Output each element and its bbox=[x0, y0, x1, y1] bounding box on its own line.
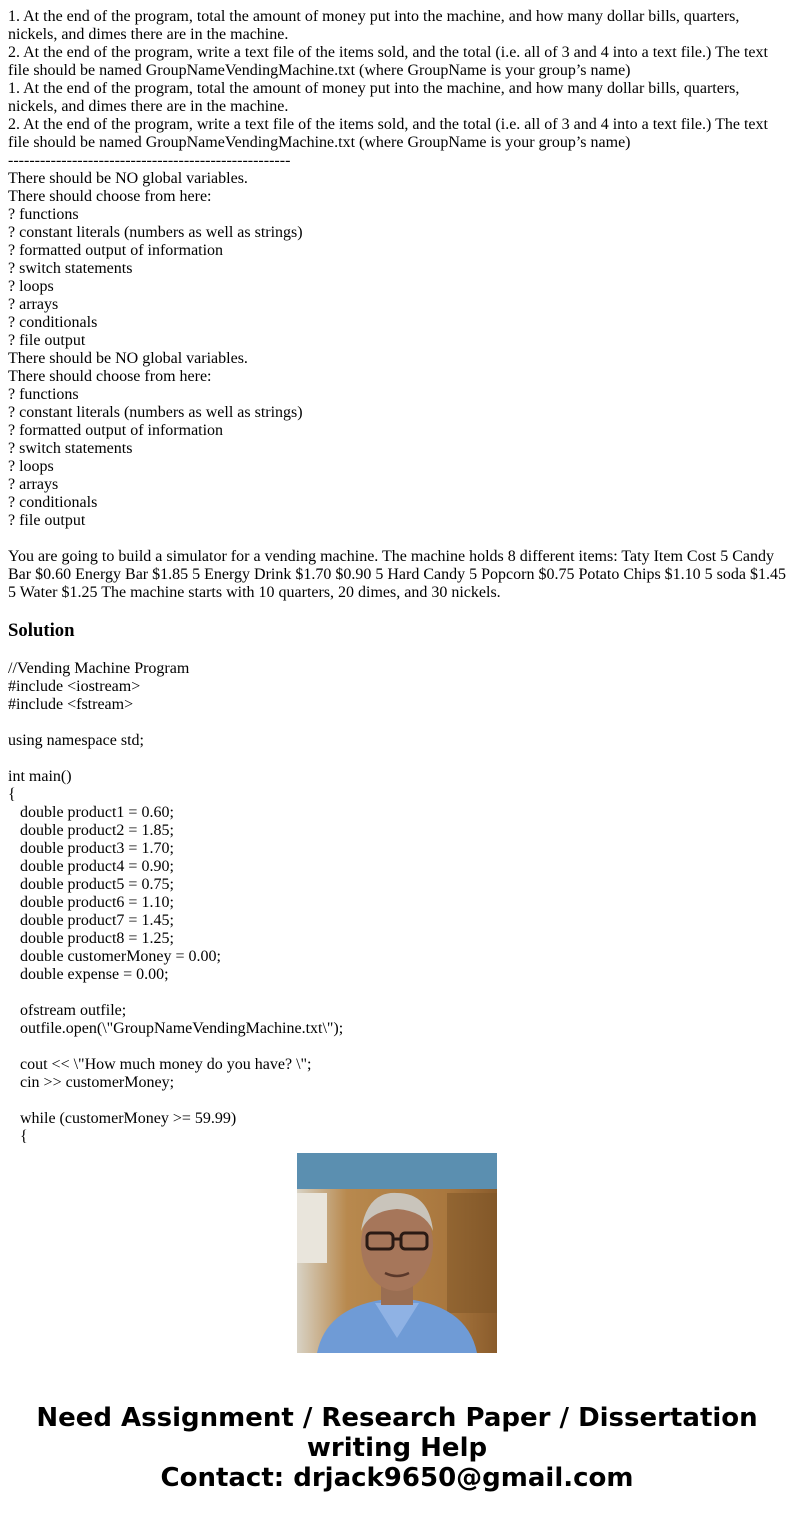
checklist-item: ? file output bbox=[8, 332, 86, 349]
code-line bbox=[8, 1038, 788, 1056]
checklist-item: ? conditionals bbox=[8, 494, 98, 511]
problem-statement: You are going to build a simulator for a vending machine. The machine holds 8 different items: Taty Item Cost 5 Candy Bar $0.60 Energy Bar $1.85 5 Energy Drink $1.70 $0.90 5 Hard Candy 5 Popcorn $0.75 Potato Chips $1.10 5 soda $1.45 5 Water $1.25 The machine starts with 10 quarters, 20 dimes, and 30 nickels. bbox=[8, 548, 787, 601]
checklist-item: ? switch statements bbox=[8, 260, 133, 277]
cta-line-3: Contact: drjack9650@gmail.com bbox=[160, 1463, 634, 1493]
code-line: while (customerMoney >= 59.99) bbox=[8, 1110, 237, 1127]
code-line bbox=[8, 750, 788, 768]
requirement-line: 1. At the end of the program, total the amount of money put into the machine, and how many dollar bills, quarters, nickels, and dimes there are in the machine. bbox=[8, 80, 744, 115]
author-photo bbox=[297, 1153, 497, 1353]
code-line: int main() bbox=[8, 768, 72, 785]
requirement-line: 2. At the end of the program, write a text file of the items sold, and the total (i.e. all of 3 and 4 into a text file.) The text file should be named GroupNameVendingMachine.txt (where GroupName is your group’s name) bbox=[8, 116, 772, 151]
solution-code bbox=[8, 660, 788, 1145]
code-line: cout << \"How much money do you have? \"; bbox=[8, 1056, 312, 1073]
code-line: outfile.open(\"GroupNameVendingMachine.txt\"); bbox=[8, 1020, 344, 1037]
code-line: double product5 = 0.75; bbox=[8, 876, 174, 893]
checklist-item: ? arrays bbox=[8, 476, 59, 493]
checklist-item: There should choose from here: bbox=[8, 368, 212, 385]
checklist-item: ? constant literals (numbers as well as strings) bbox=[8, 224, 303, 241]
checklist-item: ? arrays bbox=[8, 296, 59, 313]
contact-banner bbox=[0, 1403, 794, 1493]
document-body bbox=[8, 8, 788, 1145]
cta-line-2: writing Help bbox=[306, 1433, 488, 1463]
code-line: //Vending Machine Program bbox=[8, 660, 190, 677]
checklist-item: ? functions bbox=[8, 206, 79, 223]
requirement-line: 2. At the end of the program, write a text file of the items sold, and the total (i.e. all of 3 and 4 into a text file.) The text file should be named GroupNameVendingMachine.txt (where GroupName is your group’s name) bbox=[8, 44, 772, 79]
code-line: double product6 = 1.10; bbox=[8, 894, 174, 911]
code-line: { bbox=[8, 786, 16, 803]
separator-line: ----------------------------------------------------- bbox=[8, 152, 291, 169]
checklist-item: ? loops bbox=[8, 278, 54, 295]
checklist-item: ? constant literals (numbers as well as strings) bbox=[8, 404, 303, 421]
code-line bbox=[8, 714, 788, 732]
code-line: double product4 = 0.90; bbox=[8, 858, 174, 875]
code-line: double product1 = 0.60; bbox=[8, 804, 174, 821]
checklist-item: ? functions bbox=[8, 386, 79, 403]
code-line: #include <iostream> bbox=[8, 678, 141, 695]
checklist-item: There should be NO global variables. bbox=[8, 170, 248, 187]
checklist-item: There should be NO global variables. bbox=[8, 350, 248, 367]
checklist-b bbox=[8, 350, 788, 530]
code-line: double product7 = 1.45; bbox=[8, 912, 174, 929]
requirements-block bbox=[8, 8, 788, 170]
code-line bbox=[8, 984, 788, 1002]
checklist-item: ? switch statements bbox=[8, 440, 133, 457]
code-line: ofstream outfile; bbox=[8, 1002, 127, 1019]
code-line: double customerMoney = 0.00; bbox=[8, 948, 221, 965]
checklist-a bbox=[8, 170, 788, 350]
code-line: double expense = 0.00; bbox=[8, 966, 169, 983]
code-line: double product2 = 1.85; bbox=[8, 822, 174, 839]
checklist-item: ? formatted output of information bbox=[8, 422, 224, 439]
code-line: cin >> customerMoney; bbox=[8, 1074, 175, 1091]
checklist-item: ? conditionals bbox=[8, 314, 98, 331]
checklist-item: ? file output bbox=[8, 512, 86, 529]
code-line: #include <fstream> bbox=[8, 696, 134, 713]
checklist-item: ? loops bbox=[8, 458, 54, 475]
checklist-item: There should choose from here: bbox=[8, 188, 212, 205]
checklist-item: ? formatted output of information bbox=[8, 242, 224, 259]
solution-heading: Solution bbox=[8, 620, 75, 641]
code-line: using namespace std; bbox=[8, 732, 144, 749]
code-line: { bbox=[8, 1128, 28, 1145]
code-line: double product3 = 1.70; bbox=[8, 840, 174, 857]
code-line bbox=[8, 1092, 788, 1110]
requirement-line: 1. At the end of the program, total the amount of money put into the machine, and how many dollar bills, quarters, nickels, and dimes there are in the machine. bbox=[8, 8, 744, 43]
code-line: double product8 = 1.25; bbox=[8, 930, 174, 947]
cta-line-1: Need Assignment / Research Paper / Dissertation bbox=[36, 1403, 758, 1433]
